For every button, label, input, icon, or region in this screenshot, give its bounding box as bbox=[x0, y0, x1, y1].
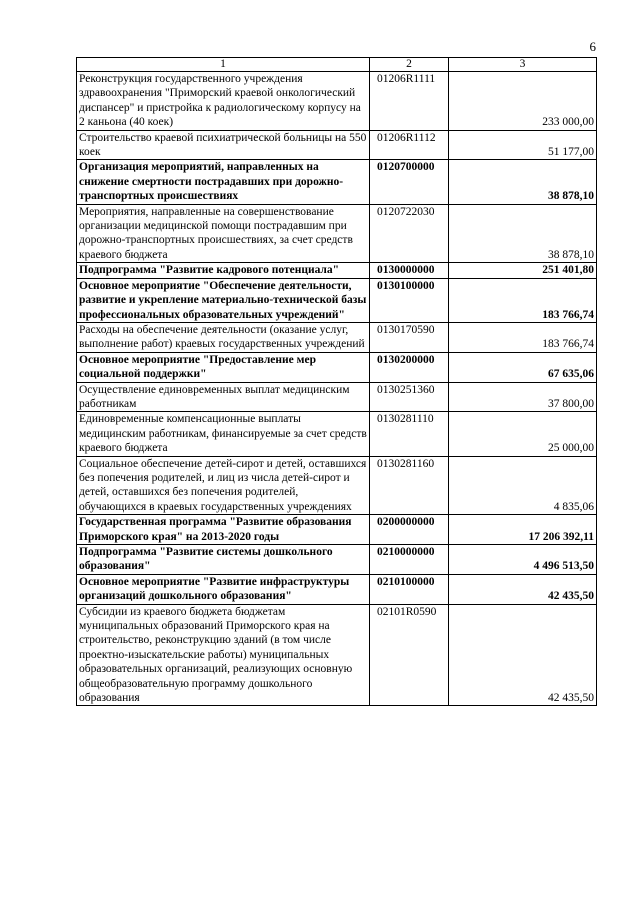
row-code-cell: 0130281110 bbox=[370, 412, 449, 456]
row-name-cell: Подпрограмма "Развитие системы дошкольного образования" bbox=[77, 545, 370, 575]
column-header: 1 bbox=[77, 58, 370, 72]
table-header-row bbox=[77, 58, 597, 72]
row-name-cell: Осуществление единовременных выплат медицинским работникам bbox=[77, 382, 370, 412]
row-name-cell: Организация мероприятий, направленных на снижение смертности пострадавших при дорожно-транспортных происшествиях bbox=[77, 160, 370, 204]
row-amount-cell: 42 435,50 bbox=[449, 604, 597, 706]
table-row bbox=[77, 322, 597, 352]
row-code-cell: 0210100000 bbox=[370, 574, 449, 604]
row-name-cell: Субсидии из краевого бюджета бюджетам муниципальных образований Приморского края на строительство, реконструкцию зданий (в том числе проектно-изыскательские работы) муниципальных образовательных организаций, реализующих основную общеобразовательную программу дошкольного образования bbox=[77, 604, 370, 706]
row-name-cell: Основное мероприятие "Развитие инфраструктуры организаций дошкольного образования" bbox=[77, 574, 370, 604]
row-code-cell: 0120722030 bbox=[370, 204, 449, 263]
row-name-cell: Единовременные компенсационные выплаты медицинским работникам, финансируемые за счет средств краевого бюджета bbox=[77, 412, 370, 456]
row-amount-cell: 37 800,00 bbox=[449, 382, 597, 412]
row-amount-cell: 17 206 392,11 bbox=[449, 515, 597, 545]
table-row bbox=[77, 130, 597, 160]
row-amount-cell: 4 496 513,50 bbox=[449, 545, 597, 575]
table-row bbox=[77, 352, 597, 382]
table-row bbox=[77, 160, 597, 204]
row-amount-cell: 51 177,00 bbox=[449, 130, 597, 160]
row-code-cell: 0130000000 bbox=[370, 263, 449, 278]
table-row bbox=[77, 278, 597, 322]
table-row bbox=[77, 382, 597, 412]
row-code-cell: 0130281160 bbox=[370, 456, 449, 515]
row-code-cell: 0130100000 bbox=[370, 278, 449, 322]
row-code-cell: 0130251360 bbox=[370, 382, 449, 412]
row-amount-cell: 38 878,10 bbox=[449, 204, 597, 263]
row-amount-cell: 183 766,74 bbox=[449, 278, 597, 322]
row-name-cell: Реконструкция государственного учреждения здравоохранения "Приморский краевой онкологический диспансер" и пристройка к радиологическому корпусу на 2 каньона (40 коек) bbox=[77, 72, 370, 131]
column-header: 2 bbox=[370, 58, 449, 72]
row-code-cell: 0120700000 bbox=[370, 160, 449, 204]
row-amount-cell: 251 401,80 bbox=[449, 263, 597, 278]
table-row bbox=[77, 545, 597, 575]
column-header: 3 bbox=[449, 58, 597, 72]
table-row bbox=[77, 604, 597, 706]
row-code-cell: 0200000000 bbox=[370, 515, 449, 545]
row-name-cell: Строительство краевой психиатрической больницы на 550 коек bbox=[77, 130, 370, 160]
row-name-cell: Расходы на обеспечение деятельности (оказание услуг, выполнение работ) краевых государственных учреждений bbox=[77, 322, 370, 352]
table-row bbox=[77, 204, 597, 263]
row-name-cell: Основное мероприятие "Предоставление мер социальной поддержки" bbox=[77, 352, 370, 382]
page-number: 6 bbox=[589, 39, 596, 54]
table-row bbox=[77, 263, 597, 278]
row-name-cell: Мероприятия, направленные на совершенствование организации медицинской помощи пострадавшим при дорожно-транспортных происшествиях, за счет средств краевого бюджета bbox=[77, 204, 370, 263]
table-row bbox=[77, 456, 597, 515]
row-amount-cell: 25 000,00 bbox=[449, 412, 597, 456]
row-code-cell: 02101R0590 bbox=[370, 604, 449, 706]
row-amount-cell: 42 435,50 bbox=[449, 574, 597, 604]
table-row bbox=[77, 515, 597, 545]
table-body bbox=[77, 72, 597, 706]
row-name-cell: Социальное обеспечение детей-сирот и детей, оставшихся без попечения родителей, и лиц из числа детей-сирот и детей, оставшихся без попечения родителей, обучающихся в краевых государственных учреждениях bbox=[77, 456, 370, 515]
row-code-cell: 0210000000 bbox=[370, 545, 449, 575]
row-code-cell: 01206R1112 bbox=[370, 130, 449, 160]
table-row bbox=[77, 72, 597, 131]
row-code-cell: 01206R1111 bbox=[370, 72, 449, 131]
row-amount-cell: 38 878,10 bbox=[449, 160, 597, 204]
row-amount-cell: 67 635,06 bbox=[449, 352, 597, 382]
row-name-cell: Государственная программа "Развитие образования Приморского края" на 2013-2020 годы bbox=[77, 515, 370, 545]
row-name-cell: Подпрограмма "Развитие кадрового потенциала" bbox=[77, 263, 370, 278]
table-row bbox=[77, 412, 597, 456]
row-amount-cell: 233 000,00 bbox=[449, 72, 597, 131]
table-row bbox=[77, 574, 597, 604]
budget-table bbox=[76, 57, 597, 706]
row-code-cell: 0130170590 bbox=[370, 322, 449, 352]
row-name-cell: Основное мероприятие "Обеспечение деятельности, развитие и укрепление материально-технической базы профессиональных образовательных учреждений" bbox=[77, 278, 370, 322]
row-amount-cell: 4 835,06 bbox=[449, 456, 597, 515]
row-code-cell: 0130200000 bbox=[370, 352, 449, 382]
row-amount-cell: 183 766,74 bbox=[449, 322, 597, 352]
